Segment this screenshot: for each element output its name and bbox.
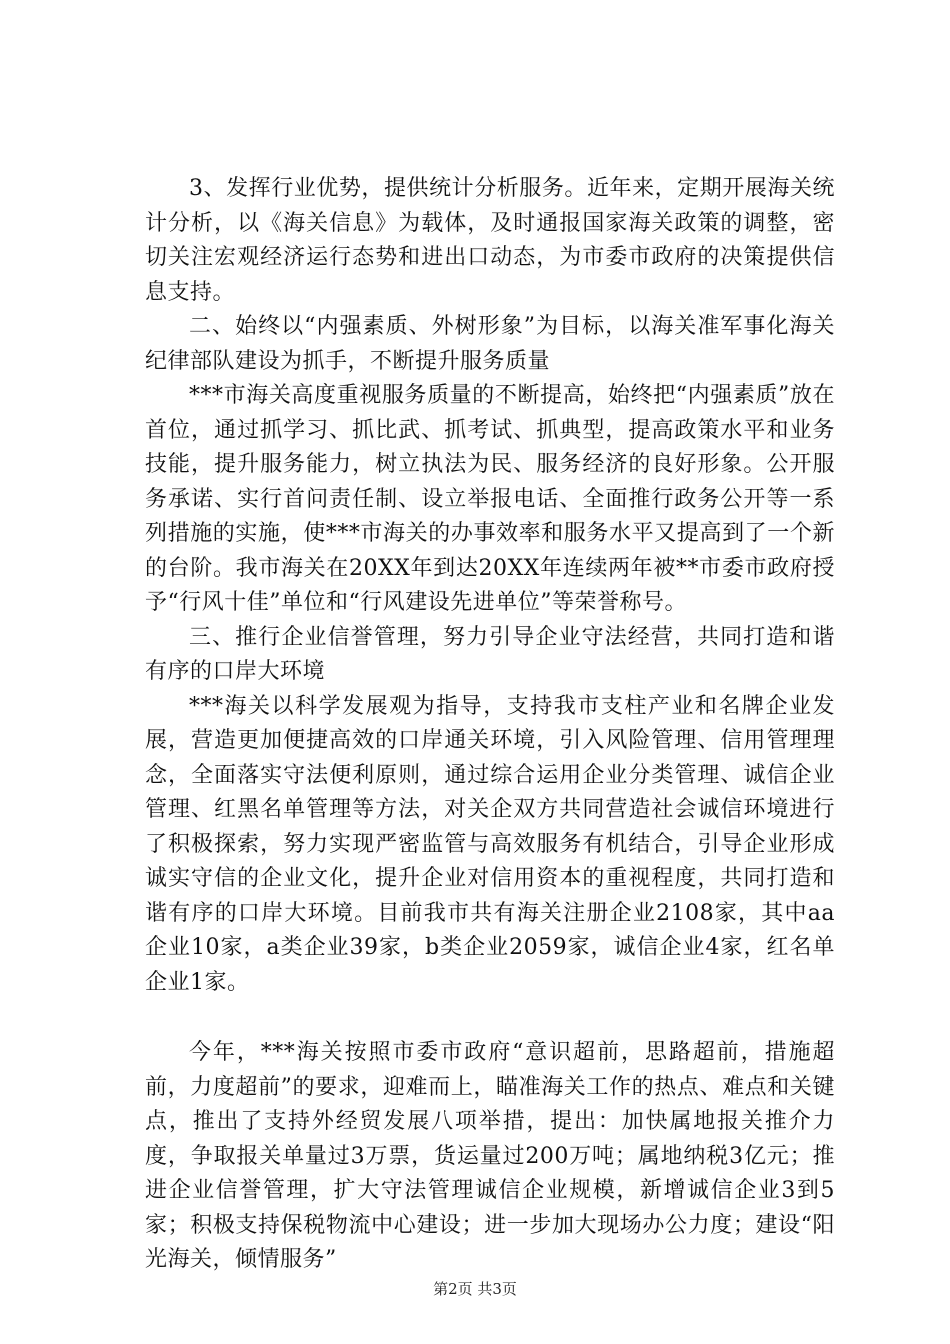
page-number-footer: 第2页 共3页: [433, 1280, 517, 1298]
paragraph-spacer: [145, 1000, 835, 1036]
paragraph-statistics-service: 3、发挥行业优势，提供统计分析服务。近年来，定期开展海关统计分析，以《海关信息》为载体，及时通报国家海关政策的调整，密切关注宏观经济运行态势和进出口动态，为市委市政府的决策提供信息支持。: [145, 176, 835, 305]
section-heading-two: 二、始终以“内强素质、外树形象”为目标，以海关准军事化海关纪律部队建设为抓手，不断提升服务质量: [145, 314, 835, 374]
section-heading-three: 三、推行企业信誉管理，努力引导企业守法经营，共同打造和谐有序的口岸大环境: [145, 624, 835, 684]
document-body: [145, 172, 835, 1278]
paragraph-enterprise-credit: ***海关以科学发展观为指导，支持我市支柱产业和名牌企业发展，营造更加便捷高效的口岸通关环境，引入风险管理、信用管理理念，全面落实守法便利原则，通过综合运用企业分类管理、诚信企业管理、红黑名单管理等方法，对关企双方共同营造社会诚信环境进行了积极探索，努力实现严密监管与高效服务有机结合，引导企业形成诚实守信的企业文化，提升企业对信用资本的重视程度，共同打造和谐有序的口岸大环境。目前我市共有海关注册企业2108家，其中aa企业10家，a类企业39家，b类企业2059家，诚信企业4家，红名单企业1家。: [145, 693, 835, 995]
paragraph-this-year: 今年，***海关按照市委市政府“意识超前，思路超前，措施超前，力度超前”的要求，迎难而上，瞄准海关工作的热点、难点和关键点，推出了支持外经贸发展八项举措，提出：加快属地报关推介力度，争取报关单量过3万票，货运量过200万吨；属地纳税3亿元；推进企业信誉管理，扩大守法管理诚信企业规模，新增诚信企业3到5家；积极支持保税物流中心建设；进一步加大现场办公力度；建设“阳光海关，倾情服务”: [145, 1040, 835, 1272]
paragraph-service-quality: ***市海关高度重视服务质量的不断提高，始终把“内强素质”放在首位，通过抓学习、抓比武、抓考试、抓典型，提高政策水平和业务技能，提升服务能力，树立执法为民、服务经济的良好形象。公开服务承诺、实行首问责任制、设立举报电话、全面推行政务公开等一系列措施的实施，使***市海关的办事效率和服务水平又提高到了一个新的台阶。我市海关在20XX年到达20XX年连续两年被**市委市政府授予“行风十佳”单位和“行风建设先进单位”等荣誉称号。: [145, 383, 835, 615]
